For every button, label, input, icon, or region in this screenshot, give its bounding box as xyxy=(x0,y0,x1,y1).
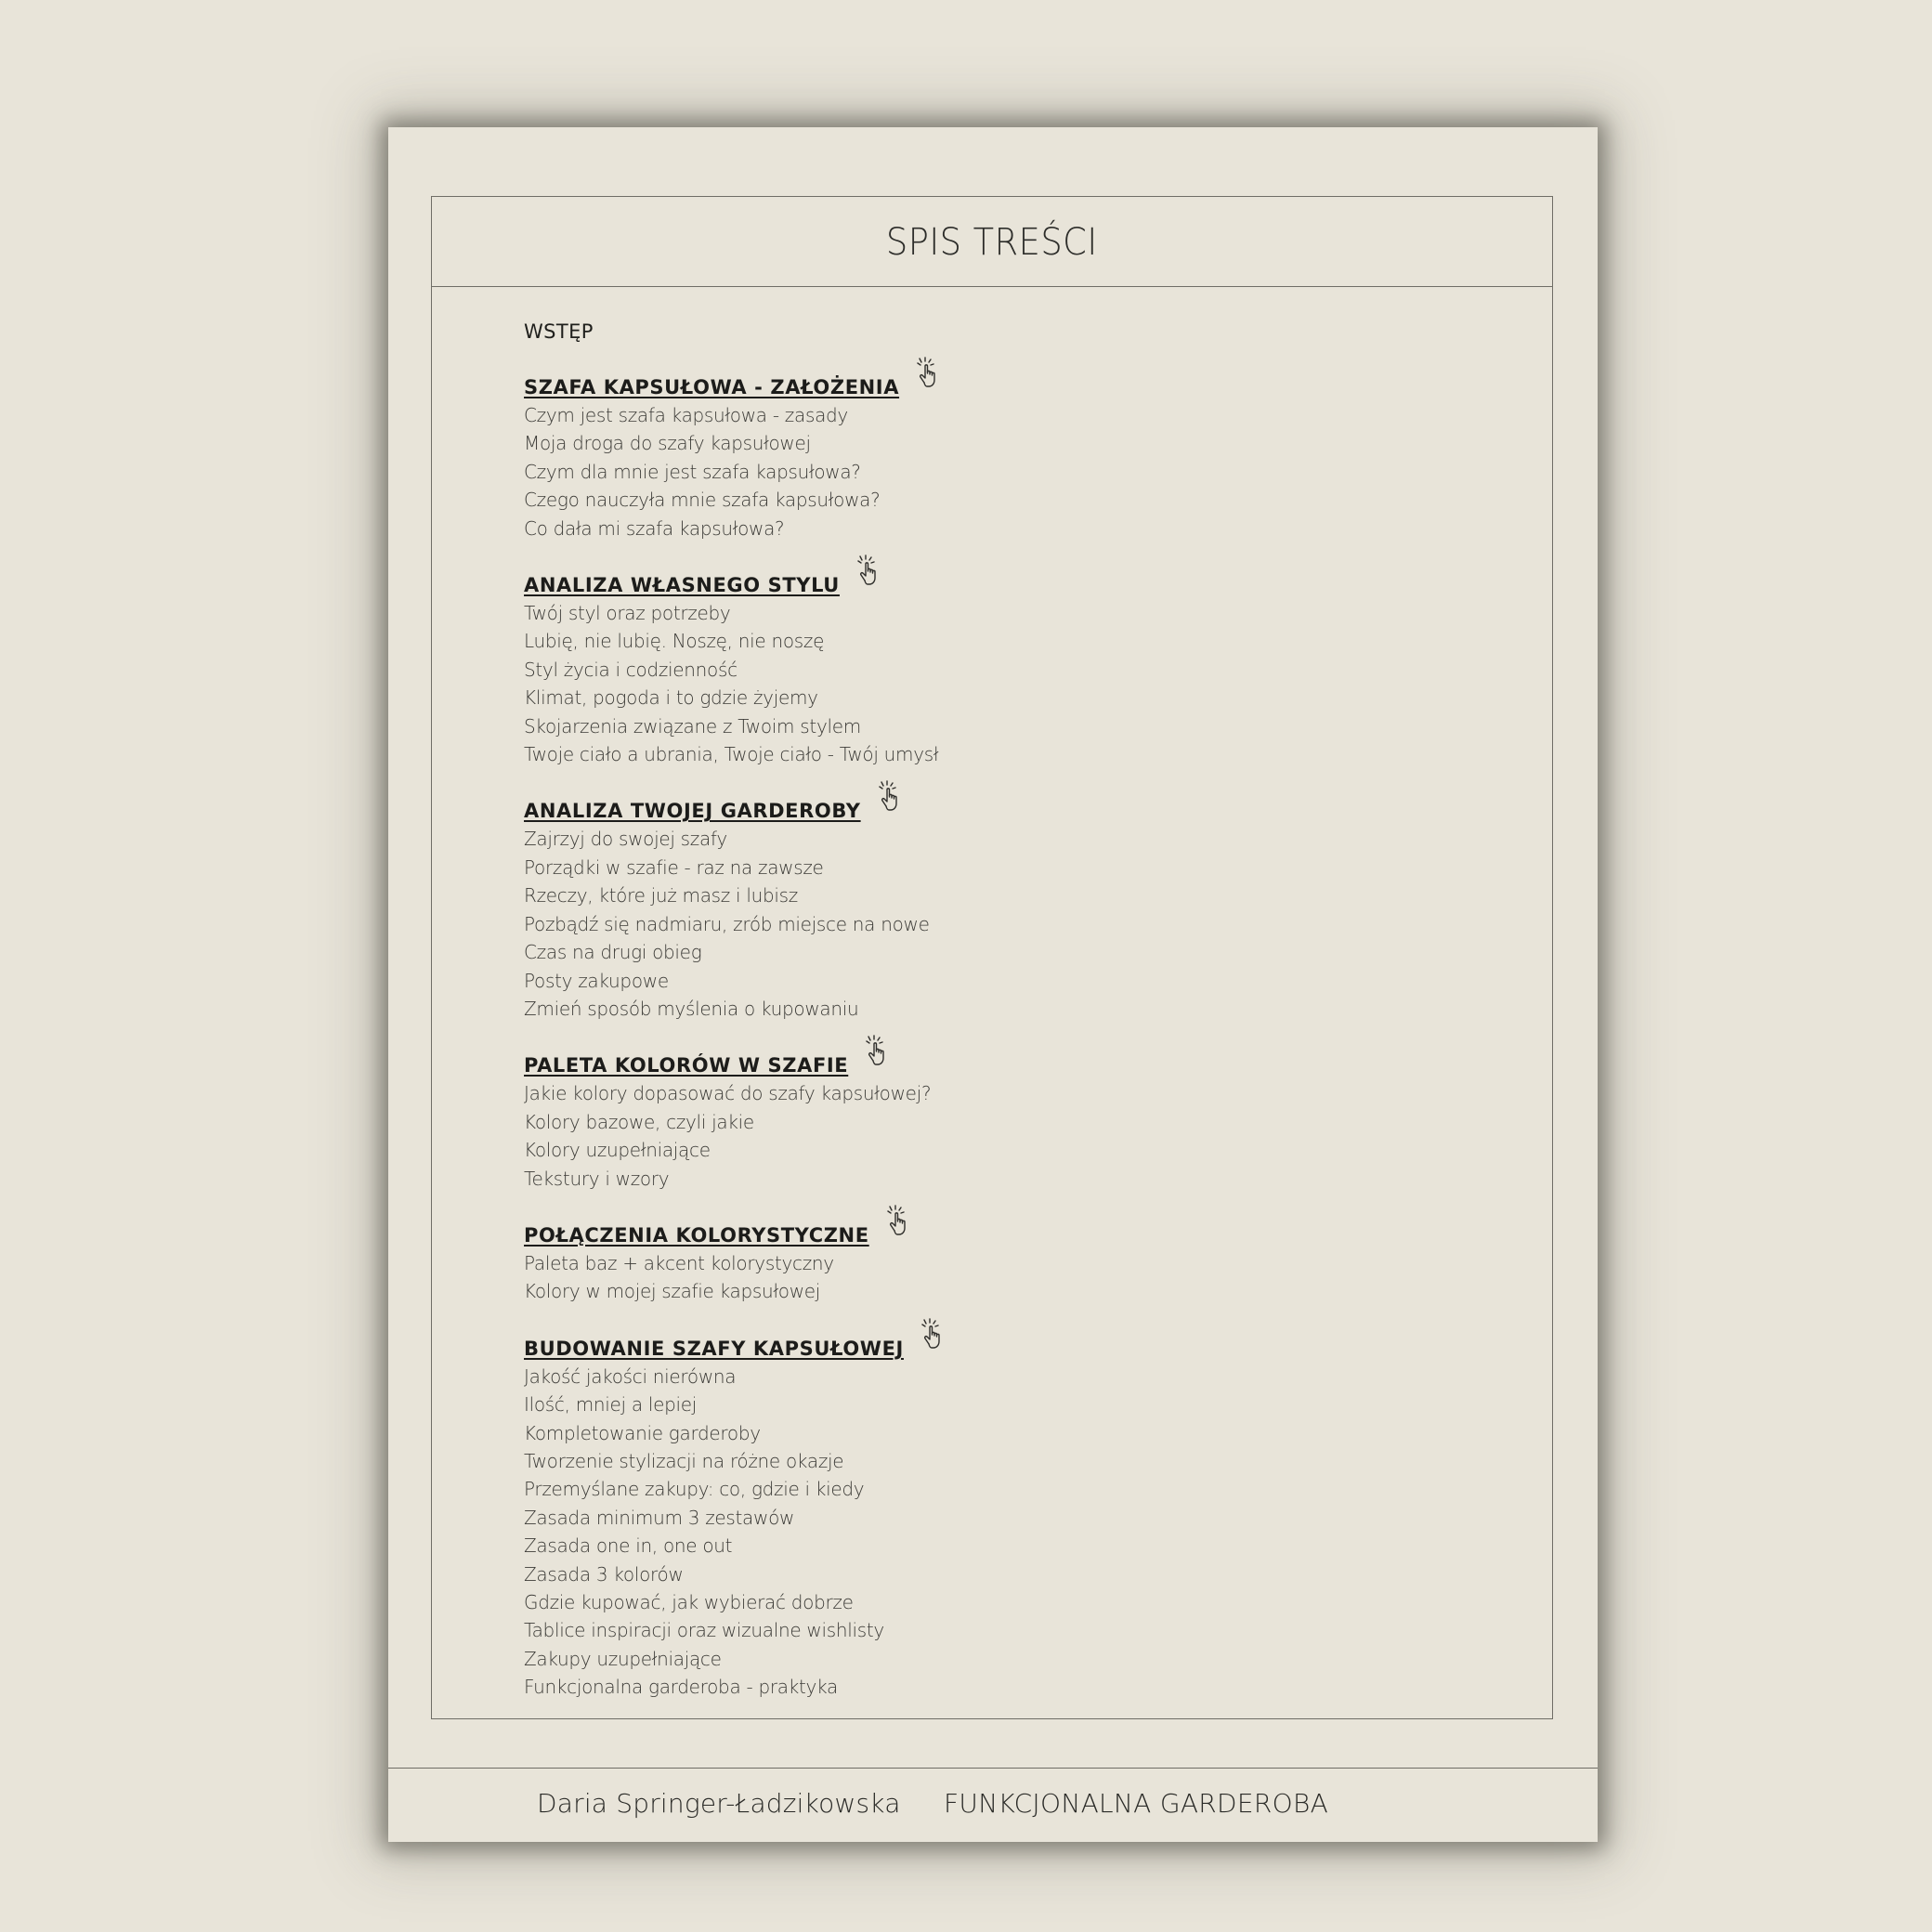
toc-section-link[interactable]: SZAFA KAPSUŁOWA - ZAŁOŻENIA xyxy=(524,376,900,398)
toc-item[interactable]: Czego nauczyła mnie szafa kapsułowa? xyxy=(524,489,881,512)
toc-item-list xyxy=(524,825,1453,1023)
toc-item[interactable]: Moja droga do szafy kapsułowej xyxy=(524,432,811,455)
pointing-hand-icon[interactable] xyxy=(915,1316,952,1353)
toc-item[interactable]: Ilość, mniej a lepiej xyxy=(524,1393,698,1416)
toc-section-heading xyxy=(524,1218,1453,1249)
toc-item[interactable]: Zasada 3 kolorów xyxy=(524,1562,684,1586)
toc-item[interactable]: Jakie kolory dopasować do szafy kapsułowej? xyxy=(524,1082,932,1105)
toc-item[interactable]: Co dała mi szafa kapsułowa? xyxy=(524,516,785,540)
toc-item[interactable]: Porządki w szafie - raz na zawsze xyxy=(524,855,824,879)
pointing-hand-icon[interactable] xyxy=(851,553,888,590)
toc-item[interactable]: Posty zakupowe xyxy=(524,969,669,992)
toc-item[interactable]: Tablice inspiracji oraz wizualne wishlisty xyxy=(524,1619,884,1642)
toc-item[interactable]: Czas na drugi obieg xyxy=(524,941,702,964)
document-page xyxy=(388,127,1598,1842)
toc-item-list xyxy=(524,1079,1453,1193)
toc-section-link[interactable]: ANALIZA WŁASNEGO STYLU xyxy=(524,574,840,597)
toc-item[interactable]: Jakość jakości nierówna xyxy=(524,1364,737,1388)
page-footer xyxy=(388,1769,1598,1842)
footer-book-title: FUNKCJONALNA GARDEROBA xyxy=(944,1788,1329,1819)
toc-item[interactable]: Rzeczy, które już masz i lubisz xyxy=(524,884,798,907)
toc-section-heading xyxy=(524,1048,1453,1079)
title-band xyxy=(432,197,1552,287)
page-title: SPIS TREŚCI xyxy=(886,221,1098,264)
toc-item-list xyxy=(524,599,1453,768)
toc-item[interactable]: Zakupy uzupełniające xyxy=(524,1647,722,1670)
pointing-hand-icon[interactable] xyxy=(872,778,909,816)
toc-item[interactable]: Czym dla mnie jest szafa kapsułowa? xyxy=(524,460,861,483)
table-of-contents xyxy=(524,318,1453,1702)
toc-intro[interactable]: WSTĘP xyxy=(524,320,594,343)
toc-section-heading xyxy=(524,793,1453,825)
pointing-hand-icon[interactable] xyxy=(859,1033,896,1070)
toc-item[interactable]: Kompletowanie garderoby xyxy=(524,1421,761,1444)
toc-section xyxy=(524,1331,1453,1702)
toc-item[interactable]: Kolory bazowe, czyli jakie xyxy=(524,1110,754,1133)
toc-item[interactable]: Kolory w mojej szafie kapsułowej xyxy=(524,1280,821,1303)
section-spacer xyxy=(524,768,1453,793)
toc-item[interactable]: Tekstury i wzory xyxy=(524,1167,670,1190)
toc-item-list xyxy=(524,401,1453,542)
toc-item-list xyxy=(524,1249,1453,1306)
toc-item[interactable]: Funkcjonalna garderoba - praktyka xyxy=(524,1676,838,1699)
section-spacer xyxy=(524,1193,1453,1218)
toc-section xyxy=(524,568,1453,793)
toc-section-link[interactable]: PALETA KOLORÓW W SZAFIE xyxy=(524,1054,849,1077)
toc-item-list xyxy=(524,1363,1453,1702)
section-spacer xyxy=(524,1023,1453,1048)
toc-section-heading xyxy=(524,370,1453,401)
toc-section xyxy=(524,1048,1453,1218)
pointing-hand-icon[interactable] xyxy=(910,355,947,392)
toc-section xyxy=(524,793,1453,1048)
footer-author: Daria Springer-Ładzikowska xyxy=(537,1788,901,1819)
toc-frame xyxy=(431,196,1553,1719)
toc-section-link[interactable]: BUDOWANIE SZAFY KAPSUŁOWEJ xyxy=(524,1337,904,1360)
toc-item[interactable]: Pozbądź się nadmiaru, zrób miejsce na nowe xyxy=(524,912,930,935)
toc-item[interactable]: Tworzenie stylizacji na różne okazje xyxy=(524,1449,844,1472)
toc-item[interactable]: Skojarzenia związane z Twoim stylem xyxy=(524,714,861,738)
toc-section-link[interactable]: ANALIZA TWOJEJ GARDEROBY xyxy=(524,800,861,823)
toc-item[interactable]: Twoje ciało a ubrania, Twoje ciało - Twój umysł xyxy=(524,743,939,766)
toc-item[interactable]: Zasada minimum 3 zestawów xyxy=(524,1506,795,1529)
toc-section-link[interactable]: POŁĄCZENIA KOLORYSTYCZNE xyxy=(524,1223,869,1247)
toc-item[interactable]: Przemyślane zakupy: co, gdzie i kiedy xyxy=(524,1478,865,1501)
footer-divider xyxy=(388,1768,1598,1769)
toc-item[interactable]: Klimat, pogoda i to gdzie żyjemy xyxy=(524,686,818,710)
toc-item[interactable]: Paleta baz + akcent kolorystyczny xyxy=(524,1251,834,1274)
section-spacer xyxy=(524,542,1453,568)
toc-item[interactable]: Gdzie kupować, jak wybierać dobrze xyxy=(524,1591,854,1613)
toc-section-heading xyxy=(524,568,1453,599)
toc-section xyxy=(524,1218,1453,1331)
toc-item[interactable]: Lubię, nie lubię. Noszę, nie noszę xyxy=(524,630,825,653)
toc-item[interactable]: Kolory uzupełniające xyxy=(524,1139,711,1162)
toc-item[interactable]: Zajrzyj do swojej szafy xyxy=(524,828,727,851)
toc-sections xyxy=(524,370,1453,1702)
toc-item[interactable]: Zmień sposób myślenia o kupowaniu xyxy=(524,997,859,1020)
section-spacer xyxy=(524,1306,1453,1331)
toc-section-heading xyxy=(524,1331,1453,1363)
toc-item[interactable]: Styl życia i codzienność xyxy=(524,658,738,681)
toc-item[interactable]: Czym jest szafa kapsułowa - zasady xyxy=(524,404,848,426)
toc-section xyxy=(524,370,1453,568)
pointing-hand-icon[interactable] xyxy=(881,1203,918,1240)
toc-item[interactable]: Twój styl oraz potrzeby xyxy=(524,602,731,625)
toc-item[interactable]: Zasada one in, one out xyxy=(524,1534,733,1558)
